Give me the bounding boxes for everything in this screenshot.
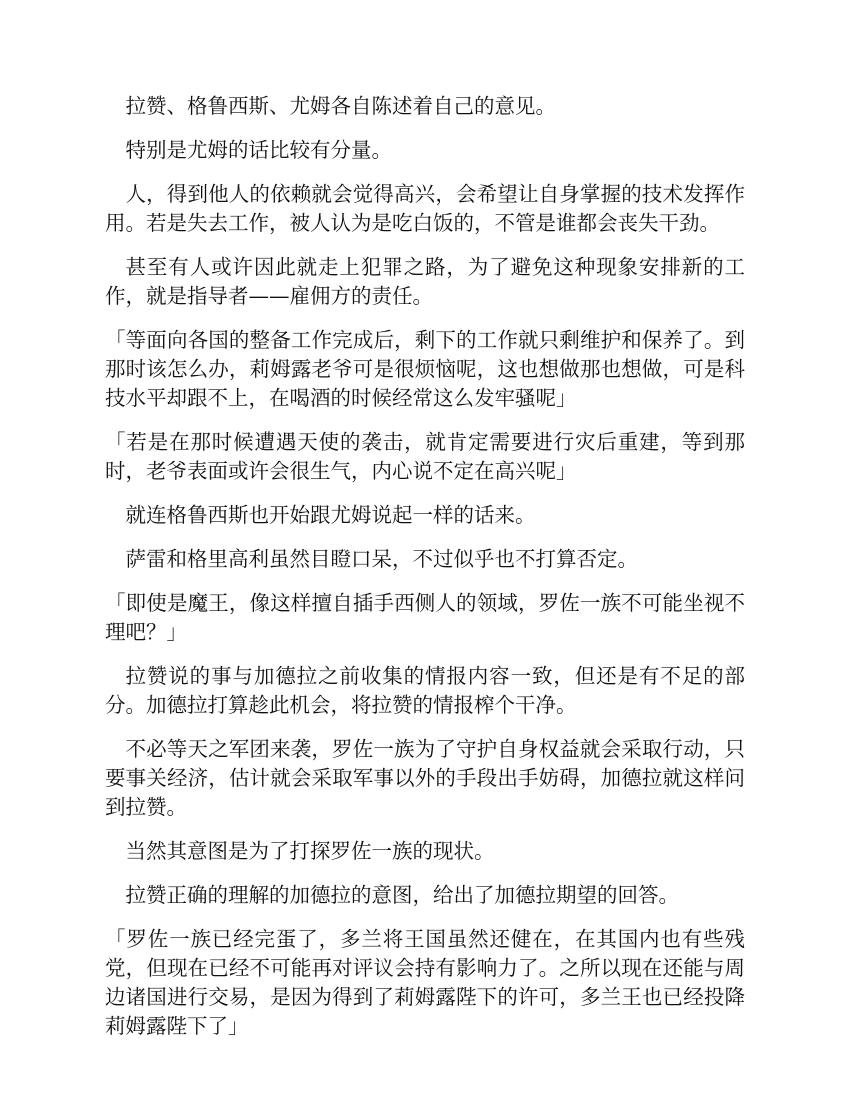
paragraph-4: 甚至有人或许因此就走上犯罪之路，为了避免这种现象安排新的工作，就是指导者——雇佣方的责任。: [105, 255, 745, 308]
document-body: [105, 92, 745, 1056]
dialogue-1: 「等面向各国的整备工作完成后，剩下的工作就只剩维护和保养了。到那时该怎么办，莉姆露老爷可是很烦恼呢，这也想做那也想做，可是科技水平却跟不上，在喝酒的时候经常这么发牢骚呢」: [105, 328, 745, 410]
paragraph-9: 当然其意图是为了打探罗佐一族的现状。: [125, 839, 495, 863]
paragraph-1: 拉赞、格鲁西斯、尤姆各自陈述着自己的意见。: [125, 94, 556, 118]
dialogue-2: 「若是在那时候遭遇天使的袭击，就肯定需要进行灾后重建，等到那时，老爷表面或许会很生气，内心说不定在高兴呢」: [105, 430, 745, 483]
paragraph-5: 就连格鲁西斯也开始跟尤姆说起一样的话来。: [125, 503, 536, 527]
dialogue-4: 「罗佐一族已经完蛋了，多兰将王国虽然还健在，在其国内也有些残党，但现在已经不可能再对评议会持有影响力了。之所以现在还能与周边诸国进行交易，是因为得到了莉姆露陛下的许可，多兰王也已经投降莉姆露陛下了」: [105, 927, 745, 1038]
paragraph-7: 拉赞说的事与加德拉之前收集的情报内容一致，但还是有不足的部分。加德拉打算趁此机会，将拉赞的情报榨个干净。: [105, 664, 745, 717]
paragraph-10: 拉赞正确的理解的加德拉的意图，给出了加德拉期望的回答。: [125, 883, 679, 907]
dialogue-3: 「即使是魔王，像这样擅自插手西侧人的领域，罗佐一族不可能坐视不理吧？」: [105, 591, 745, 644]
paragraph-8: 不必等天之军团来袭，罗佐一族为了守护自身权益就会采取行动，只要事关经济，估计就会采取军事以外的手段出手妨碍，加德拉就这样问到拉赞。: [105, 737, 745, 819]
paragraph-2: 特别是尤姆的话比较有分量。: [125, 138, 392, 162]
paragraph-3: 人，得到他人的依赖就会觉得高兴，会希望让自身掌握的技术发挥作用。若是失去工作，被人认为是吃白饭的，不管是谁都会丧失干劲。: [105, 182, 745, 235]
paragraph-6: 萨雷和格里高利虽然目瞪口呆，不过似乎也不打算否定。: [125, 547, 638, 571]
